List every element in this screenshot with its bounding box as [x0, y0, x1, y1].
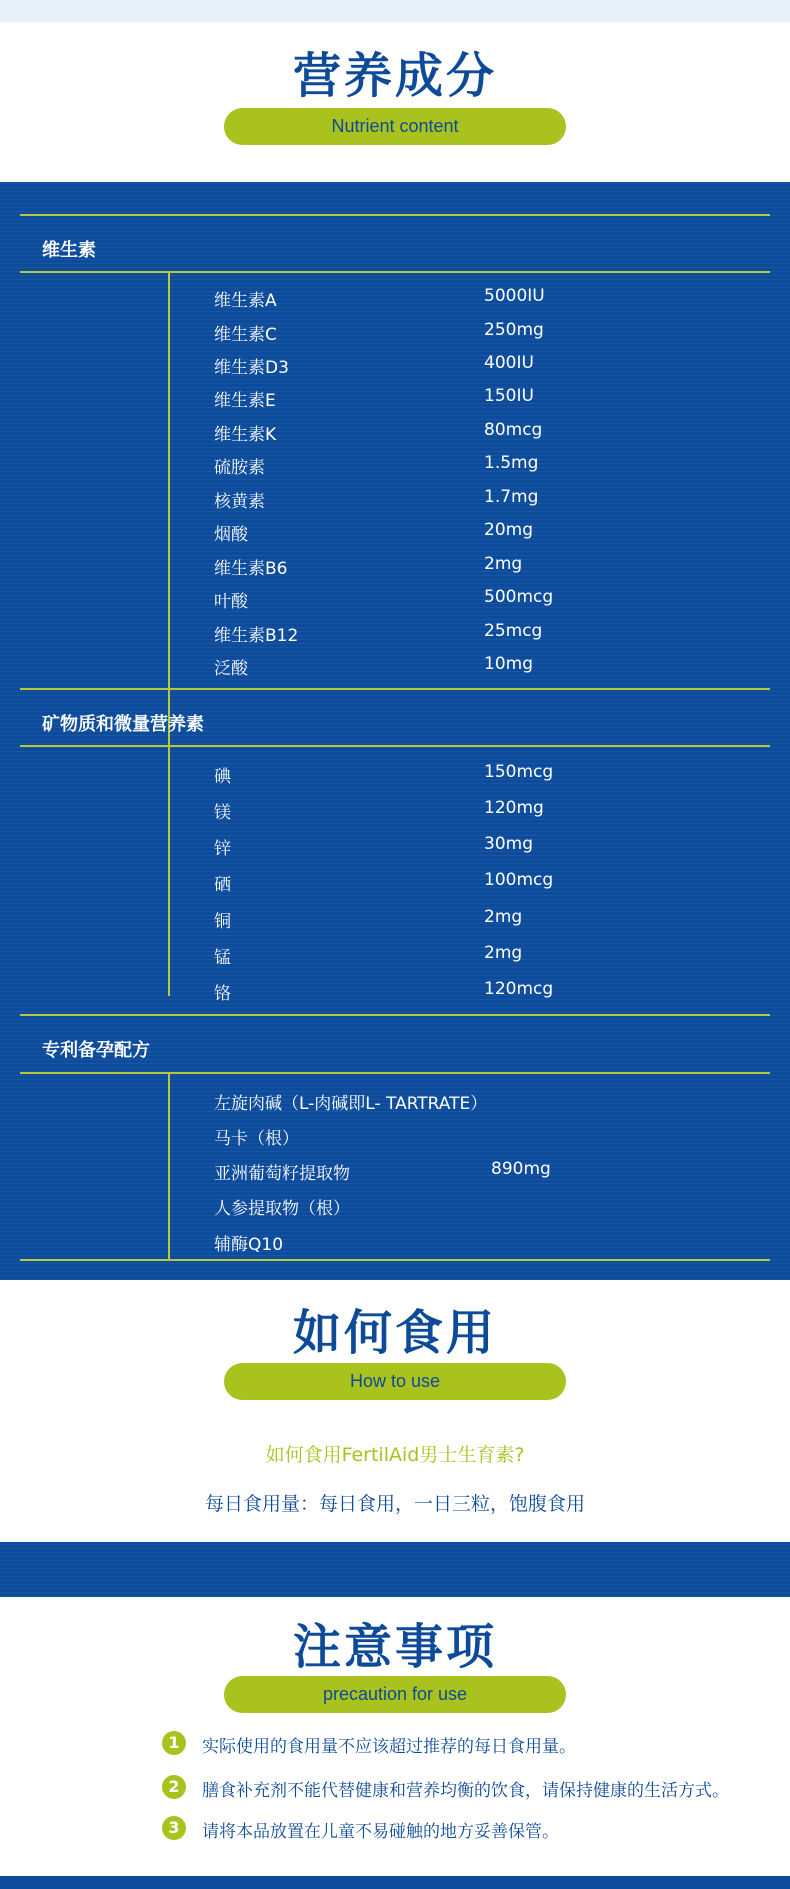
nutrient-name: 泛酸: [214, 659, 248, 679]
nutrient-row: [214, 654, 734, 682]
nutrient-subtitle-pill: Nutrient content: [224, 108, 566, 145]
number-badge: 2: [162, 1775, 186, 1799]
nutrient-value: 120mg: [484, 798, 544, 818]
nutrient-name: 硫胺素: [214, 458, 265, 478]
usage-title: [0, 1303, 790, 1363]
nutrient-name: 维生素C: [214, 325, 277, 345]
nutrient-row: [214, 907, 734, 935]
nutrient-value: 5000IU: [484, 286, 545, 306]
precautions-title-text: 注意事项: [292, 1619, 497, 1675]
divider: [20, 745, 770, 747]
nutrient-title-text: 营养成分: [292, 48, 497, 104]
category-patent-formula: 专利备孕配方: [42, 1040, 150, 1061]
nutrient-value: 2mg: [484, 554, 523, 574]
nutrient-name: 维生素K: [214, 425, 277, 445]
usage-subtitle-pill: How to use: [224, 1363, 566, 1400]
nutrient-value: 20mg: [484, 520, 533, 540]
nutrient-value: 30mg: [484, 834, 533, 854]
nutrient-table: [0, 182, 790, 1280]
nutrient-row: [214, 520, 734, 548]
nutrient-row: [214, 587, 734, 615]
nutrient-row: [214, 943, 734, 971]
nutrient-row: [214, 1230, 734, 1258]
usage-title-text: 如何食用: [292, 1305, 497, 1361]
nutrient-name: 锌: [214, 839, 231, 859]
bottom-band: [0, 1876, 790, 1889]
nutrient-name: 维生素B6: [214, 559, 288, 579]
divider: [20, 271, 770, 273]
nutrient-name: 维生素D3: [214, 358, 289, 378]
nutrient-value: 25mcg: [484, 621, 543, 641]
column-divider: [168, 1073, 170, 1261]
nutrient-value: 400IU: [484, 353, 534, 373]
precautions-subtitle-pill: precaution for use: [224, 1676, 566, 1713]
precaution-text: 请将本品放置在儿童不易碰触的地方妥善保管。: [202, 1822, 559, 1842]
usage-answer: 每日食用量：每日食用，一日三粒，饱腹食用: [204, 1493, 585, 1515]
nutrient-row: [214, 1124, 734, 1152]
nutrient-title: [0, 46, 790, 106]
nutrient-row: [214, 798, 734, 826]
nutrient-name: 马卡（根）: [214, 1129, 299, 1149]
nutrient-row: [214, 870, 734, 898]
nutrient-name: 维生素B12: [214, 626, 299, 646]
nutrient-name: 硒: [214, 875, 231, 895]
nutrient-row: [214, 979, 734, 1007]
nutrient-row: [214, 554, 734, 582]
nutrient-row: [214, 353, 734, 381]
nutrient-value: 120mcg: [484, 979, 554, 999]
nutrient-value: 250mg: [484, 320, 544, 340]
nutrient-name: 铬: [214, 984, 231, 1004]
nutrient-name: 碘: [214, 767, 231, 787]
nutrient-name: 锰: [214, 948, 231, 968]
nutrient-value: 10mg: [484, 654, 533, 674]
nutrient-name: 辅酶Q10: [214, 1235, 284, 1255]
divider: [20, 688, 770, 690]
nutrient-value: 1.5mg: [484, 453, 539, 473]
nutrient-name: 维生素E: [214, 391, 276, 411]
category-minerals: 矿物质和微量营养素: [42, 714, 204, 735]
divider: [20, 1014, 770, 1016]
precaution-text: 实际使用的食用量不应该超过推荐的每日食用量。: [202, 1737, 576, 1757]
nutrient-value: 2mg: [484, 907, 523, 927]
nutrient-value: 500mcg: [484, 587, 554, 607]
column-divider: [168, 746, 170, 996]
nutrient-row: [214, 320, 734, 348]
divider: [20, 1259, 770, 1261]
nutrient-row: [214, 420, 734, 448]
nutrient-row: [214, 762, 734, 790]
nutrient-row: [214, 386, 734, 414]
nutrient-row: [214, 286, 734, 314]
nutrient-value: 1.7mg: [484, 487, 539, 507]
nutrient-row: [214, 621, 734, 649]
nutrient-name: 人参提取物（根）: [214, 1199, 350, 1219]
nutrient-row: [214, 1194, 734, 1222]
nutrient-name: 左旋肉碱（L-肉碱即L- TARTRATE）: [214, 1094, 488, 1114]
nutrient-row: [214, 1159, 734, 1187]
divider: [20, 214, 770, 216]
precautions-title: [0, 1617, 790, 1677]
nutrient-row: [214, 1089, 734, 1117]
nutrient-name: 叶酸: [214, 592, 248, 612]
usage-question: 如何食用FertilAid男士生育素?: [265, 1444, 525, 1466]
divider: [20, 1072, 770, 1074]
nutrient-name: 铜: [214, 912, 231, 932]
nutrient-value: 80mcg: [484, 420, 543, 440]
number-badge: 3: [162, 1816, 186, 1840]
divider-band: [0, 1542, 790, 1597]
column-divider: [168, 272, 170, 779]
nutrient-row: [214, 834, 734, 862]
nutrient-value: 890mg: [491, 1159, 551, 1179]
nutrient-name: 亚洲葡萄籽提取物: [214, 1164, 350, 1184]
nutrient-name: 维生素A: [214, 291, 277, 311]
nutrient-name: 烟酸: [214, 525, 248, 545]
nutrient-value: 150mcg: [484, 762, 554, 782]
nutrient-row: [214, 453, 734, 481]
precaution-text: 膳食补充剂不能代替健康和营养均衡的饮食，请保持健康的生活方式。: [202, 1781, 729, 1801]
nutrient-value: 150IU: [484, 386, 534, 406]
nutrient-value: 100mcg: [484, 870, 554, 890]
nutrient-row: [214, 487, 734, 515]
nutrient-name: 核黄素: [214, 492, 265, 512]
top-strip: [0, 0, 790, 22]
nutrient-value: 2mg: [484, 943, 523, 963]
category-vitamins: 维生素: [42, 240, 96, 261]
nutrient-name: 镁: [214, 803, 231, 823]
number-badge: 1: [162, 1731, 186, 1755]
